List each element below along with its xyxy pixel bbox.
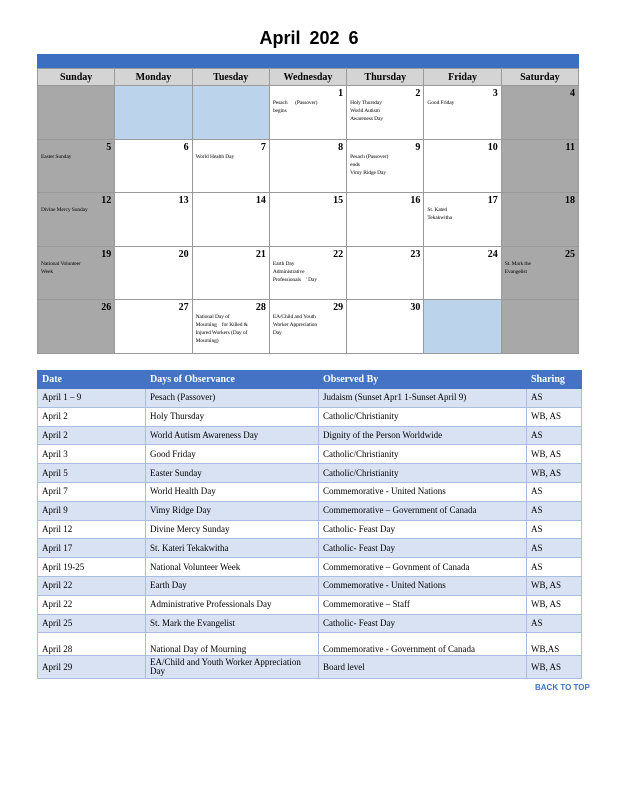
- column-header-days: Days of Observance: [146, 371, 319, 389]
- observance-cell: Divine Mercy Sunday: [146, 520, 319, 539]
- calendar-event-text: National Day of: [195, 314, 230, 320]
- observance-cell: National Volunteer Week: [146, 558, 319, 577]
- day-number: 30: [410, 302, 421, 313]
- calendar-event-text: Mourning): [195, 338, 219, 344]
- sharing-cell: AS: [527, 520, 582, 539]
- calendar-day-cell: [115, 300, 192, 354]
- calendar-event-text: Evangelist: [504, 268, 527, 275]
- calendar-day-cell: [424, 300, 501, 354]
- observance-row: [38, 539, 582, 558]
- observance-row: [38, 595, 582, 614]
- calendar-event-text: begins: [272, 108, 287, 114]
- sharing-cell: WB,AS: [527, 633, 582, 656]
- observance-row: [38, 445, 582, 464]
- calendar-event-text: Worker Appreciation: [272, 322, 318, 328]
- observance-cell: National Day of Mourning: [146, 633, 319, 656]
- observed-by-cell: Commemorative - United Nations: [319, 576, 527, 595]
- day-number: 29: [333, 302, 344, 313]
- calendar-event-text: Administrative: [272, 268, 305, 275]
- observance-row: [38, 633, 582, 656]
- observed-by-cell: Catholic/Christianity: [319, 464, 527, 483]
- calendar-event-text: Tekakwitha: [427, 215, 452, 221]
- day-number: 19: [101, 248, 112, 260]
- observance-cell: St. Mark the Evangelist: [146, 614, 319, 633]
- column-header-observed-by: Observed By: [319, 371, 527, 389]
- date-cell: April 17: [38, 539, 146, 558]
- calendar-event-text: World Health Day: [195, 153, 235, 160]
- weekday-header: Sunday: [38, 69, 115, 86]
- calendar-event-text: St. Kateri: [427, 207, 448, 213]
- day-number: 26: [101, 302, 112, 313]
- observance-cell: World Autism Awareness Day: [146, 426, 319, 445]
- observance-cell: World Health Day: [146, 482, 319, 501]
- date-cell: April 7: [38, 482, 146, 501]
- weekday-header: Monday: [115, 69, 192, 86]
- observed-by-cell: Commemorative – Staff: [319, 595, 527, 614]
- calendar-day-cell: [347, 300, 424, 354]
- observed-by-cell: Board level: [319, 656, 527, 679]
- column-header-sharing: Sharing: [527, 371, 582, 389]
- observance-row: [38, 426, 582, 445]
- observances-table: [37, 370, 582, 679]
- date-cell: April 28: [38, 633, 146, 656]
- observance-cell: Pesach (Passover): [146, 389, 319, 408]
- sharing-cell: AS: [527, 501, 582, 520]
- day-number: 5: [106, 141, 112, 153]
- observance-row: [38, 389, 582, 408]
- sharing-cell: AS: [527, 539, 582, 558]
- calendar-event-text: Injured Workers (Day of: [195, 330, 248, 336]
- day-number: 16: [410, 195, 421, 206]
- day-number: 8: [338, 141, 344, 153]
- calendar-day-cell: [269, 139, 346, 193]
- observance-row: [38, 576, 582, 595]
- observed-by-cell: Catholic/Christianity: [319, 407, 527, 426]
- calendar-day-cell: [424, 246, 501, 300]
- calendar-event-text: EA/Child and Youth: [272, 314, 316, 320]
- calendar-title: April 202 6: [259, 28, 359, 48]
- date-cell: April 22: [38, 595, 146, 614]
- calendar-day-cell: [269, 300, 346, 354]
- day-number: 27: [178, 302, 189, 313]
- date-cell: April 19-25: [38, 558, 146, 577]
- calendar-event-text: World Autism: [350, 108, 380, 114]
- observed-by-cell: Catholic- Feast Day: [319, 520, 527, 539]
- date-cell: April 3: [38, 445, 146, 464]
- observance-cell: Vimy Ridge Day: [146, 501, 319, 520]
- calendar-day-cell: [192, 86, 269, 140]
- observed-by-cell: Catholic- Feast Day: [319, 539, 527, 558]
- observed-by-cell: Judaism (Sunset Apr1 1-Sunset April 9): [319, 389, 527, 408]
- calendar-day-cell: [115, 246, 192, 300]
- day-number: 14: [255, 195, 266, 206]
- calendar-week-row: [38, 86, 579, 140]
- day-number: 11: [565, 141, 575, 153]
- calendar-grid: [37, 68, 579, 354]
- sharing-cell: WB, AS: [527, 445, 582, 464]
- observance-cell: Holy Thursday: [146, 407, 319, 426]
- calendar-event-text: St. Mark the: [504, 260, 531, 267]
- calendar-day-cell: [269, 193, 346, 247]
- day-number: 20: [178, 248, 189, 260]
- observance-row: [38, 482, 582, 501]
- day-number: 22: [333, 248, 344, 260]
- sharing-cell: WB, AS: [527, 656, 582, 679]
- calendar-event-text: Professionals ' Day: [272, 276, 318, 283]
- observance-row: [38, 520, 582, 539]
- calendar-event-text: Day: [272, 330, 282, 336]
- calendar-event-text: Pesach (Passover): [350, 153, 389, 160]
- weekday-header: Tuesday: [192, 69, 269, 86]
- date-cell: April 2: [38, 426, 146, 445]
- calendar-day-cell: [38, 300, 115, 354]
- observed-by-cell: Commemorative - Government of Canada: [319, 633, 527, 656]
- weekday-header: Friday: [424, 69, 501, 86]
- weekday-header-row: [38, 69, 579, 86]
- observance-row: [38, 501, 582, 520]
- weekday-header: Thursday: [347, 69, 424, 86]
- calendar-event-text: Earth Day: [272, 260, 295, 267]
- calendar-day-cell: [347, 86, 424, 140]
- observance-row: [38, 464, 582, 483]
- weekday-header: Wednesday: [269, 69, 346, 86]
- calendar-day-cell: [192, 246, 269, 300]
- calendar-event-text: Pesach (Passover): [272, 100, 318, 106]
- day-number: 3: [492, 88, 498, 99]
- observance-row: [38, 614, 582, 633]
- observed-by-cell: Commemorative – Government of Canada: [319, 501, 527, 520]
- calendar-week-row: [38, 246, 579, 300]
- observed-by-cell: Catholic/Christianity: [319, 445, 527, 464]
- day-number: 25: [565, 248, 575, 260]
- calendar-event-text: Week: [41, 268, 53, 275]
- day-number: 4: [570, 88, 575, 99]
- date-cell: April 29: [38, 656, 146, 679]
- date-cell: April 9: [38, 501, 146, 520]
- day-number: 7: [260, 141, 266, 153]
- weekday-header: Saturday: [501, 69, 578, 86]
- calendar-day-cell: [192, 193, 269, 247]
- observed-by-cell: Catholic- Feast Day: [319, 614, 527, 633]
- calendar-day-cell: [424, 86, 501, 140]
- calendar-week-row: [38, 139, 579, 193]
- calendar-day-cell: [38, 86, 115, 140]
- sharing-cell: AS: [527, 426, 582, 445]
- calendar-day-cell: [115, 139, 192, 193]
- sharing-cell: WB, AS: [527, 464, 582, 483]
- calendar-day-cell: [38, 139, 115, 193]
- day-number: 10: [487, 141, 498, 153]
- day-number: 23: [410, 248, 421, 260]
- observance-row: [38, 656, 582, 679]
- sharing-cell: AS: [527, 614, 582, 633]
- calendar-day-cell: [501, 139, 578, 193]
- day-number: 24: [487, 248, 498, 260]
- calendar-week-row: [38, 300, 579, 354]
- sharing-cell: AS: [527, 482, 582, 501]
- calendar-day-cell: [269, 246, 346, 300]
- sharing-cell: AS: [527, 558, 582, 577]
- day-number: 28: [255, 302, 266, 313]
- observance-cell: St. Kateri Tekakwitha: [146, 539, 319, 558]
- day-number: 18: [565, 195, 575, 206]
- observance-cell: Good Friday: [146, 445, 319, 464]
- calendar-day-cell: [347, 193, 424, 247]
- calendar-day-cell: [501, 193, 578, 247]
- observed-by-cell: Commemorative - United Nations: [319, 482, 527, 501]
- date-cell: April 22: [38, 576, 146, 595]
- calendar-day-cell: [347, 246, 424, 300]
- calendar-day-cell: [115, 86, 192, 140]
- date-cell: April 12: [38, 520, 146, 539]
- calendar-day-cell: [501, 86, 578, 140]
- day-number: 13: [178, 195, 189, 206]
- calendar-day-cell: [424, 193, 501, 247]
- calendar-event-text: Vimy Ridge Day: [350, 169, 386, 176]
- day-number: 21: [255, 248, 266, 260]
- calendar-header-bar: [37, 54, 579, 68]
- observance-row: [38, 558, 582, 577]
- calendar-day-cell: [269, 86, 346, 140]
- calendar-day-cell: [424, 139, 501, 193]
- calendar-event-text: Holy Thursday: [350, 100, 382, 106]
- day-number: 6: [183, 141, 189, 153]
- calendar-event-text: National Volunteer: [41, 260, 81, 267]
- date-cell: April 1 – 9: [38, 389, 146, 408]
- observance-cell: Easter Sunday: [146, 464, 319, 483]
- observance-cell: Earth Day: [146, 576, 319, 595]
- calendar-day-cell: [192, 139, 269, 193]
- calendar-event-text: Divine Mercy Sunday: [41, 207, 88, 213]
- day-number: 1: [338, 88, 344, 99]
- back-to-top-link[interactable]: BACK TO TOP: [535, 683, 590, 692]
- day-number: 2: [415, 88, 421, 99]
- date-cell: April 2: [38, 407, 146, 426]
- date-cell: April 25: [38, 614, 146, 633]
- sharing-cell: WB, AS: [527, 595, 582, 614]
- observance-cell: EA/Child and Youth Worker Appreciation Day: [146, 656, 319, 679]
- date-cell: April 5: [38, 464, 146, 483]
- calendar-day-cell: [347, 139, 424, 193]
- calendar-event-text: Easter Sunday: [41, 153, 72, 160]
- calendar-day-cell: [501, 300, 578, 354]
- calendar-event-text: Mourning for Killed &: [195, 322, 248, 328]
- observance-row: [38, 407, 582, 426]
- calendar-day-cell: [38, 193, 115, 247]
- calendar-day-cell: [115, 193, 192, 247]
- calendar-day-cell: [38, 246, 115, 300]
- day-number: 12: [101, 195, 112, 206]
- day-number: 15: [333, 195, 344, 206]
- calendar-event-text: ends: [350, 161, 360, 168]
- sharing-cell: AS: [527, 389, 582, 408]
- calendar-day-cell: [192, 300, 269, 354]
- calendar-event-text: Awareness Day: [350, 116, 383, 122]
- calendar-week-row: [38, 193, 579, 247]
- column-header-date: Date: [38, 371, 146, 389]
- calendar-day-cell: [501, 246, 578, 300]
- day-number: 9: [415, 141, 421, 153]
- observance-cell: Administrative Professionals Day: [146, 595, 319, 614]
- sharing-cell: WB, AS: [527, 576, 582, 595]
- observances-header-row: [38, 371, 582, 389]
- observed-by-cell: Commemorative – Govnment of Canada: [319, 558, 527, 577]
- observed-by-cell: Dignity of the Person Worldwide: [319, 426, 527, 445]
- sharing-cell: WB, AS: [527, 407, 582, 426]
- day-number: 17: [487, 195, 498, 206]
- calendar-event-text: Good Friday: [427, 100, 455, 106]
